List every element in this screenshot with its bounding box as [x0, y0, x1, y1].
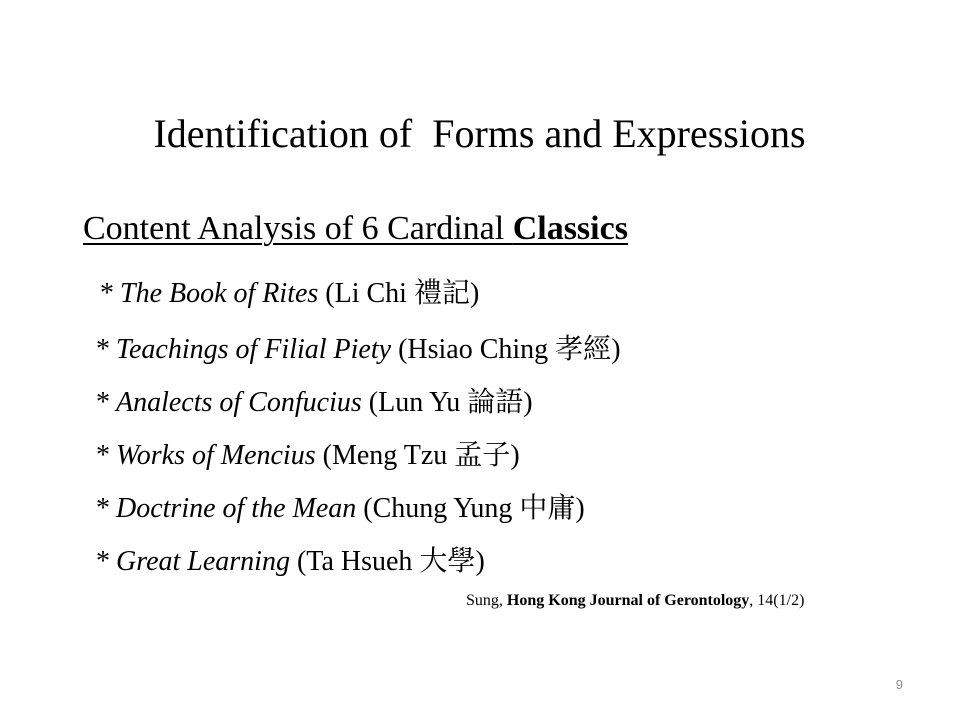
bullet-star: *: [96, 387, 110, 418]
bullet-star: *: [96, 493, 110, 524]
close-paren: ): [575, 493, 585, 524]
classic-chinese-name: 禮記: [413, 278, 470, 309]
classic-romanization: Lun Yu: [378, 387, 461, 418]
open-paren: (: [315, 440, 332, 471]
classic-title: The Book of Rites: [120, 278, 319, 309]
classic-romanization: Chung Yung: [372, 493, 513, 524]
classic-item-6: [96, 543, 485, 581]
citation: [466, 590, 804, 612]
classic-item-3: [96, 384, 533, 422]
classic-chinese-name: 論語: [467, 387, 524, 418]
bullet-star: *: [96, 334, 110, 365]
open-paren: (: [391, 334, 408, 365]
classic-title: Great Learning: [116, 546, 290, 577]
citation-author: Sung,: [466, 592, 503, 609]
close-paren: ): [469, 278, 480, 309]
classic-item-2: [96, 331, 621, 369]
slide-subtitle: [83, 206, 628, 252]
classic-title: Doctrine of the Mean: [116, 493, 357, 524]
bullet-star: *: [96, 440, 110, 471]
bullet-star: *: [96, 546, 110, 577]
subtitle-bold-text: Classics: [512, 210, 628, 247]
close-paren: ): [475, 546, 485, 577]
classic-romanization: Ta Hsueh: [306, 546, 413, 577]
classic-chinese-name: 中庸: [519, 493, 576, 524]
open-paren: (: [356, 493, 373, 524]
classic-title: Works of Mencius: [116, 440, 316, 471]
classic-item-5: [96, 490, 585, 528]
page-number: 9: [895, 677, 903, 692]
bullet-star: *: [100, 278, 114, 309]
classic-title: Analects of Confucius: [116, 387, 362, 418]
classic-romanization: Hsiao Ching: [407, 334, 549, 365]
close-paren: ): [611, 334, 621, 365]
classic-chinese-name: 孟子: [454, 440, 511, 471]
classic-chinese-name: 大學: [419, 546, 476, 577]
classic-romanization: Li Chi: [334, 278, 407, 309]
open-paren: (: [318, 278, 335, 309]
subtitle-text: Content Analysis of 6 Cardinal: [83, 210, 513, 247]
citation-journal: Hong Kong Journal of Gerontology: [506, 592, 750, 609]
classic-chinese-name: 孝經: [555, 334, 612, 365]
close-paren: ): [523, 387, 533, 418]
classic-title: Teachings of Filial Piety: [116, 334, 392, 365]
slide-title: Identification of Forms and Expressions: [153, 111, 806, 156]
open-paren: (: [361, 387, 379, 418]
open-paren: (: [289, 546, 307, 577]
close-paren: ): [510, 440, 520, 471]
classic-item-1: [100, 275, 479, 313]
classic-item-4: [96, 437, 520, 475]
classic-romanization: Meng Tzu: [331, 440, 448, 471]
citation-volume: , 14(1/2): [749, 592, 805, 609]
